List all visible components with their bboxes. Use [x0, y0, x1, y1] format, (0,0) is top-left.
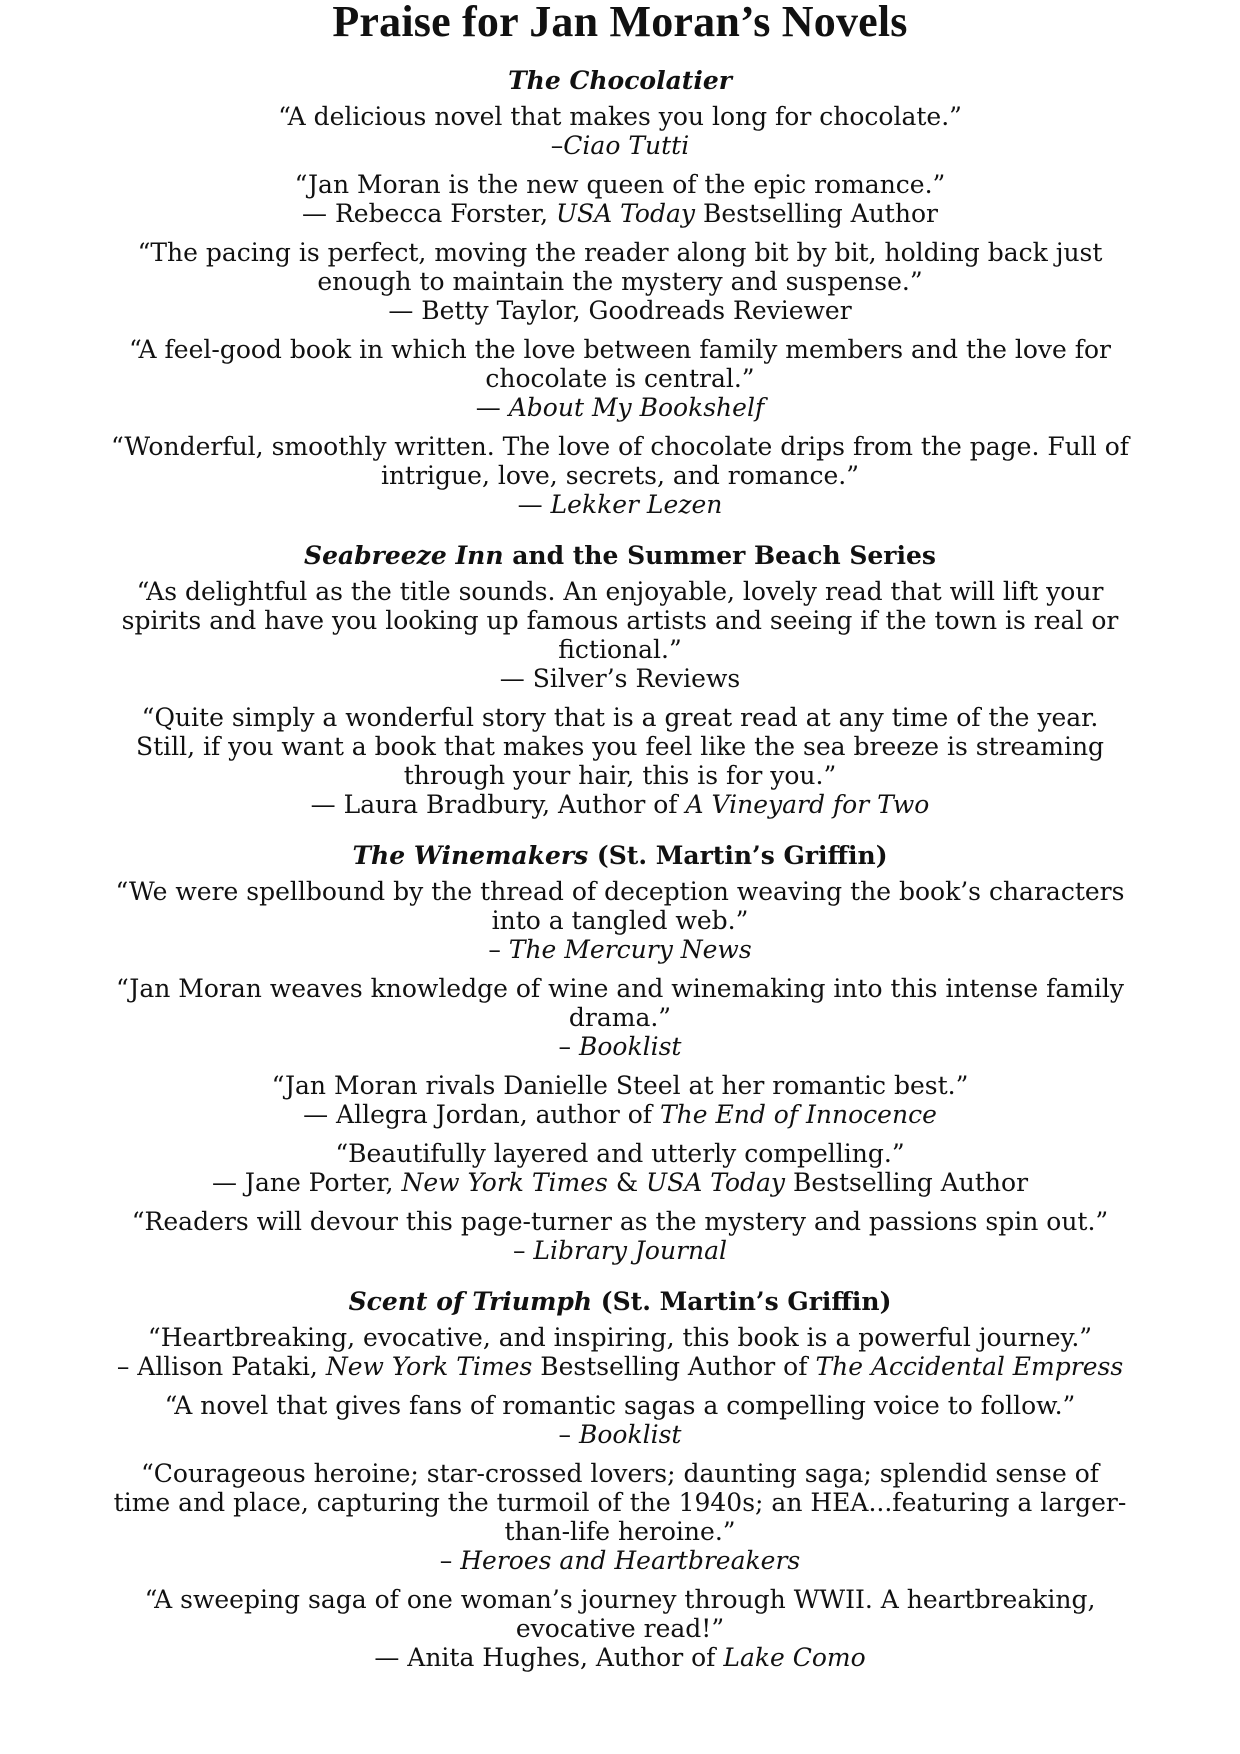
quote-text: “A feel-good book in which the love between family members and the love for chocolate is central.” [128, 335, 1112, 393]
quote-text: “A novel that gives fans of romantic sagas a compelling voice to follow.” [164, 1391, 1076, 1420]
review-quote [110, 1459, 1130, 1575]
quote-text: “A delicious novel that makes you long for chocolate.” [278, 102, 962, 131]
quote-attribution: — Silver’s Reviews [499, 664, 741, 693]
section-heading: Scent of Triumph (St. Martin’s Griffin) [348, 1287, 892, 1316]
review-quote [110, 432, 1130, 519]
review-quote [110, 877, 1130, 964]
quote-attribution: — Rebecca Forster, USA Today Bestselling Author [302, 199, 938, 228]
review-quote [110, 1071, 1130, 1129]
quote-attribution: — Allegra Jordan, author of The End of Innocence [303, 1100, 937, 1129]
quote-text: “Jan Moran is the new queen of the epic romance.” [294, 170, 946, 199]
review-quote [110, 238, 1130, 325]
section-seabreeze-inn [110, 541, 1130, 819]
quote-attribution: – The Mercury News [488, 935, 752, 964]
review-quote [110, 1207, 1130, 1265]
review-quote [110, 1585, 1130, 1672]
review-quote [110, 102, 1130, 160]
quote-text: “Wonderful, smoothly written. The love of chocolate drips from the page. Full of intrigue, love, secrets, and romance.” [110, 432, 1130, 490]
quote-attribution: — About My Bookshelf [475, 393, 765, 422]
quote-attribution: – Booklist [558, 1032, 682, 1061]
review-quote [110, 1391, 1130, 1449]
quote-attribution: — Jane Porter, New York Times & USA Today Bestselling Author [211, 1168, 1029, 1197]
page-title: Praise for Jan Moran’s Novels [332, 0, 908, 46]
quote-text: “The pacing is perfect, moving the reader along bit by bit, holding back just enough to maintain the mystery and suspense.” [137, 238, 1103, 296]
quote-text: “We were spellbound by the thread of deception weaving the book’s characters into a tangled web.” [115, 877, 1125, 935]
quote-text: “Heartbreaking, evocative, and inspiring, this book is a powerful journey.” [147, 1323, 1093, 1352]
review-quote [110, 703, 1130, 819]
review-quote [110, 335, 1130, 422]
quote-text: “Readers will devour this page-turner as the mystery and passions spin out.” [131, 1207, 1109, 1236]
quote-attribution: –Ciao Tutti [550, 131, 690, 160]
quote-attribution: — Anita Hughes, Author of Lake Como [374, 1643, 866, 1672]
quote-text: “Jan Moran rivals Danielle Steel at her romantic best.” [271, 1071, 969, 1100]
section-the-chocolatier [110, 66, 1130, 519]
quote-text: “A sweeping saga of one woman’s journey through WWII. A heartbreaking, evocative read!” [144, 1585, 1096, 1643]
section-heading: The Winemakers (St. Martin’s Griffin) [352, 841, 888, 870]
quote-text: “As delightful as the title sounds. An enjoyable, lovely read that will lift your spirits and have you looking up famous artists and seeing if the town is real or fictional.” [121, 577, 1119, 664]
quote-attribution: – Heroes and Heartbreakers [439, 1546, 801, 1575]
review-quote [110, 1323, 1130, 1381]
quote-attribution: — Betty Taylor, Goodreads Reviewer [388, 296, 852, 325]
quote-text: “Beautifully layered and utterly compelling.” [335, 1139, 905, 1168]
review-quote [110, 1139, 1130, 1197]
quote-attribution: — Laura Bradbury, Author of A Vineyard for Two [310, 790, 930, 819]
section-heading: The Chocolatier [508, 66, 732, 95]
quote-text: “Quite simply a wonderful story that is a great read at any time of the year. Still, if you want a book that makes you feel like the sea breeze is streaming through your hair, this is for you.” [135, 703, 1105, 790]
quote-text: “Jan Moran weaves knowledge of wine and winemaking into this intense family drama.” [115, 974, 1125, 1032]
review-quote [110, 577, 1130, 693]
review-quote [110, 170, 1130, 228]
section-scent-of-triumph [110, 1287, 1130, 1672]
review-quote [110, 974, 1130, 1061]
quote-attribution: – Booklist [558, 1420, 682, 1449]
quote-attribution: – Library Journal [512, 1236, 728, 1265]
section-heading: Seabreeze Inn and the Summer Beach Series [304, 541, 936, 570]
quote-attribution: – Allison Pataki, New York Times Bestselling Author of The Accidental Empress [116, 1352, 1124, 1381]
quote-text: “Courageous heroine; star-crossed lovers; daunting saga; splendid sense of time and place, capturing the turmoil of the 1940s; an HEA...featuring a larger-than-life heroine.” [113, 1459, 1127, 1546]
section-the-winemakers [110, 841, 1130, 1265]
quote-attribution: — Lekker Lezen [517, 490, 723, 519]
